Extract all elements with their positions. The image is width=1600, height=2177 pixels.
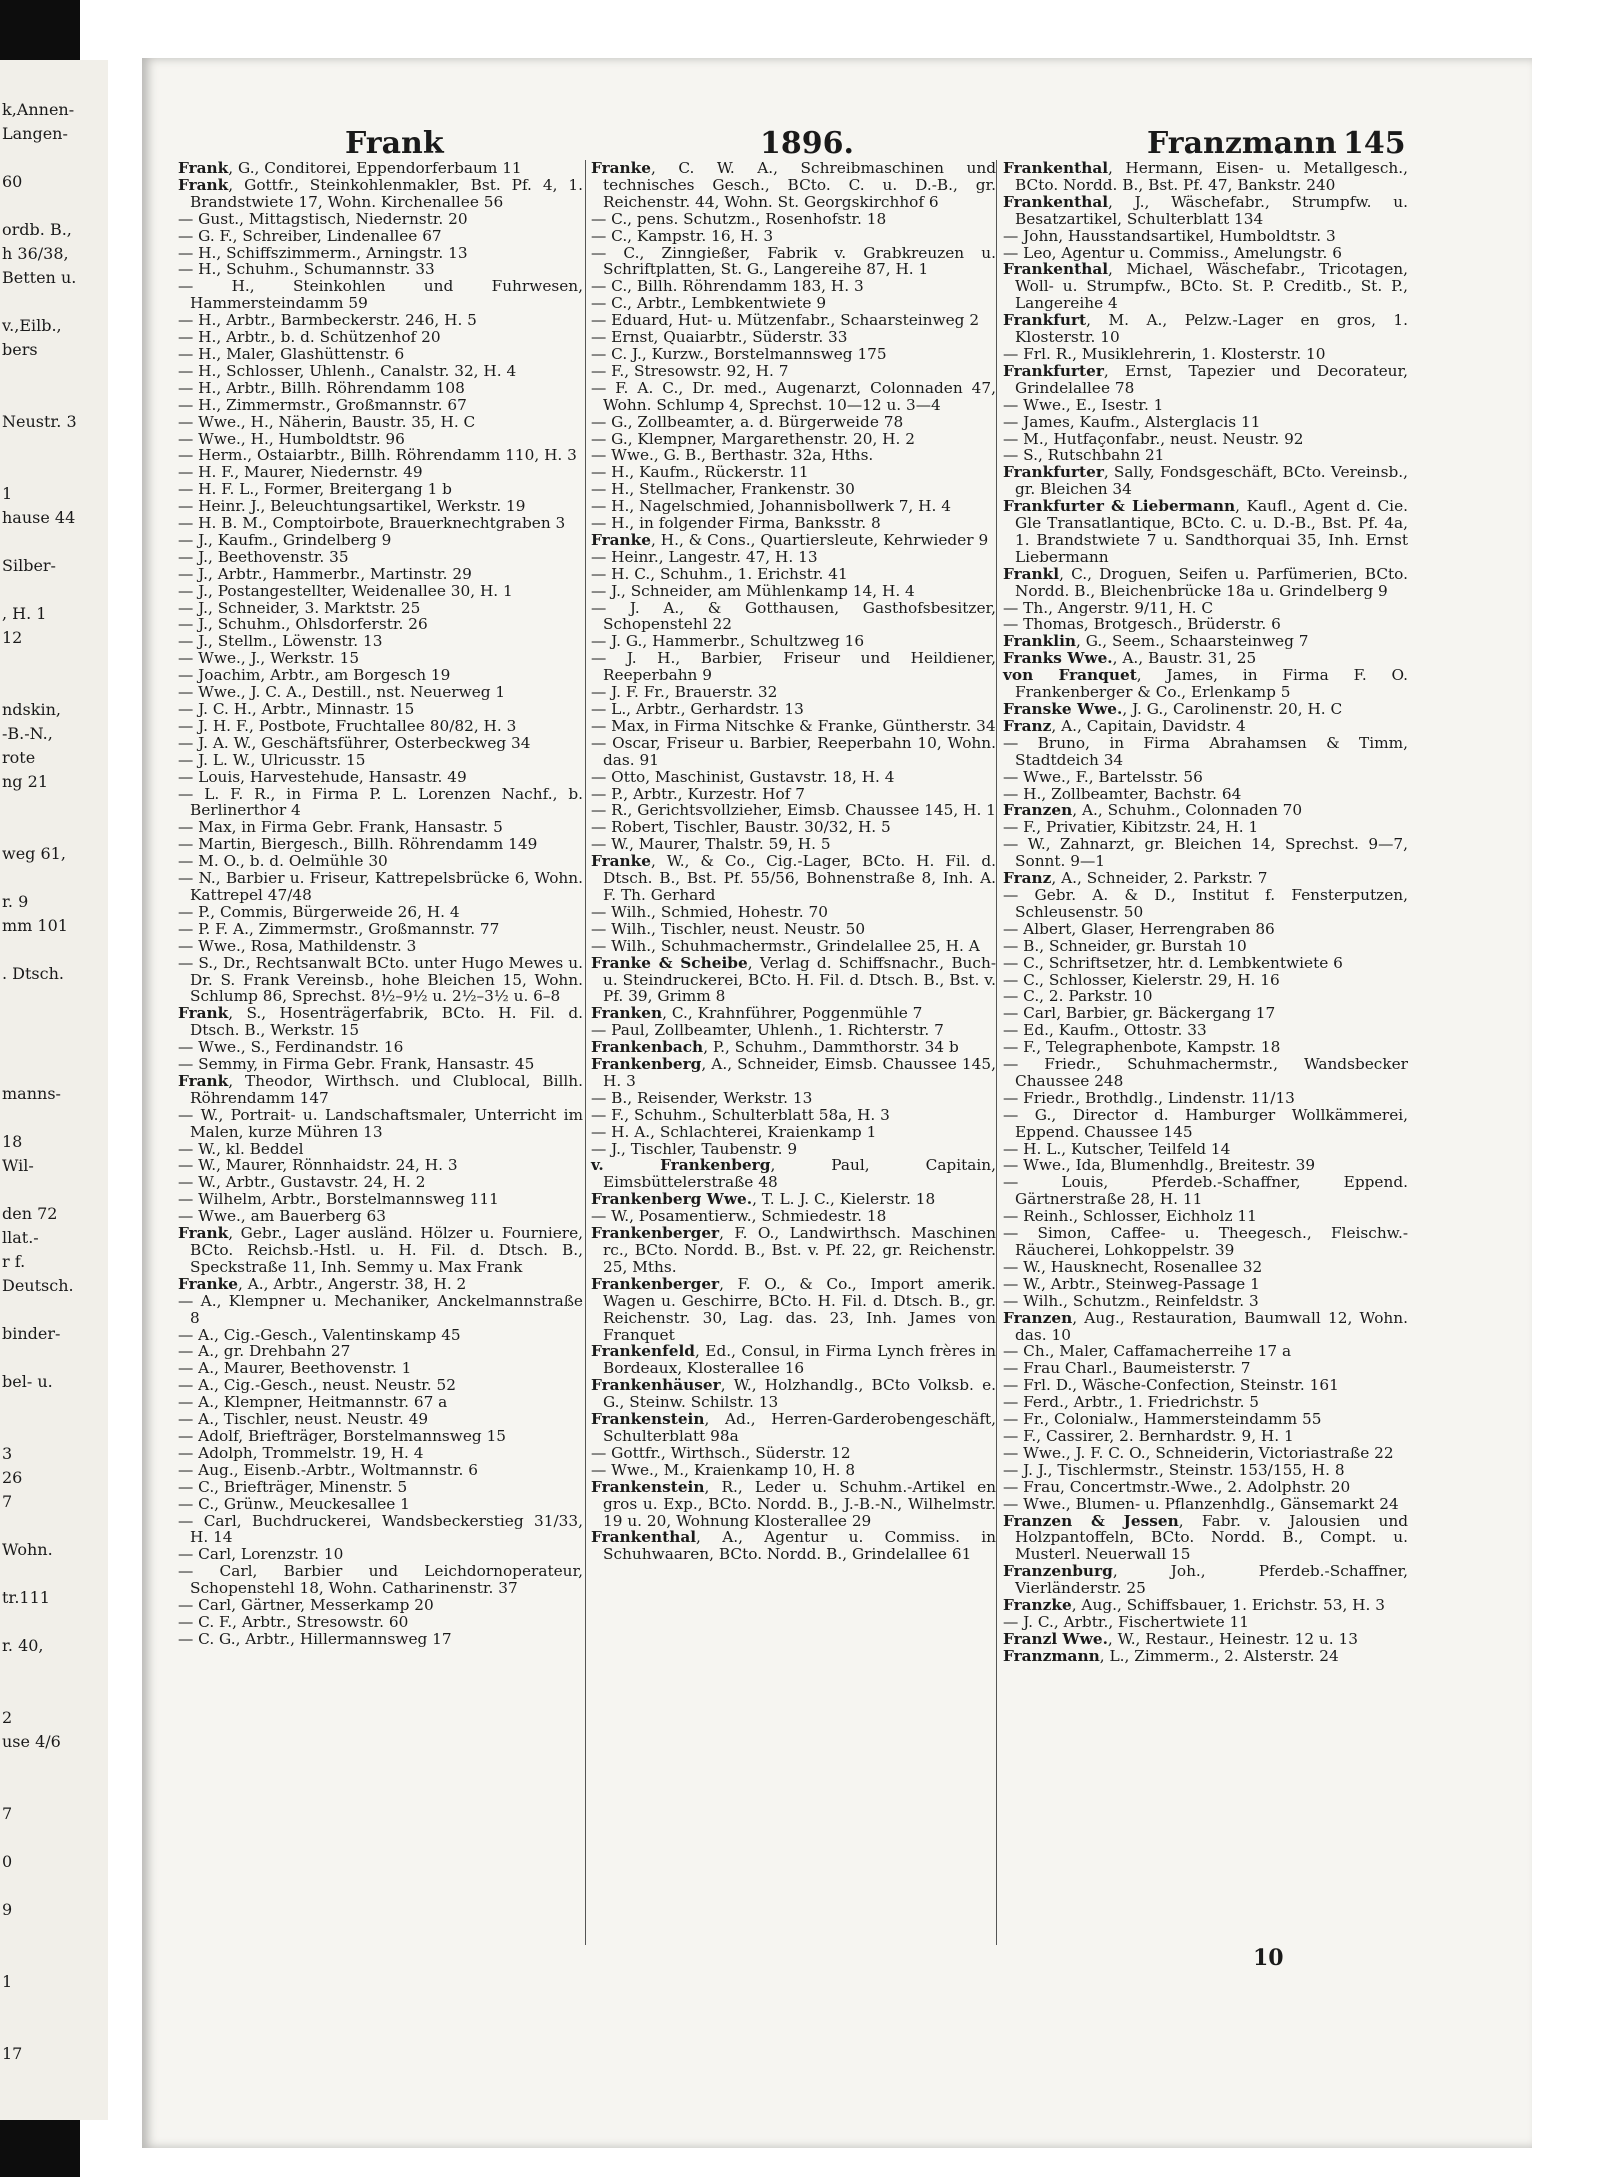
directory-entry: Franzenburg, Joh., Pferdeb.-Schaffner, Vierländerstr. 25 [1003, 1562, 1408, 1598]
directory-entry: — Leo, Agentur u. Commiss., Amelungstr. 6 [1003, 243, 1342, 262]
directory-entry: — John, Hausstandsartikel, Humboldtstr. 3 [1003, 226, 1336, 245]
directory-entry: — Wilhelm, Arbtr., Borstelmannsweg 111 [178, 1190, 499, 1209]
directory-entry: Frankfurt, M. A., Pelzw.-Lager en gros, 1. Klosterstr. 10 [1003, 311, 1408, 347]
directory-entry: — Semmy, in Firma Gebr. Frank, Hansastr. 45 [178, 1055, 535, 1074]
directory-entry: Frankenthal, Michael, Wäschefabr., Tricotagen, Woll- u. Strumpfw., BCto. St. P. Creditb., St. P., Langereihe 4 [1003, 260, 1408, 313]
directory-entry: — Carl, Barbier und Leichdornoperateur, Schopenstehl 18, Wohn. Catharinenstr. 37 [178, 1562, 583, 1598]
directory-entry: — Louis, Harvestehude, Hansastr. 49 [178, 767, 467, 786]
fragment-line: v.,Eilb., [2, 316, 62, 335]
directory-entry: — Albert, Glaser, Herrengraben 86 [1003, 919, 1275, 938]
fragment-line: bers [2, 340, 38, 359]
fragment-line: 7 [2, 1492, 13, 1511]
directory-entry: — N., Barbier u. Friseur, Kattrepelsbrücke 6, Wohn. Kattrepel 47/48 [178, 869, 583, 904]
directory-entry: — S., Rutschbahn 21 [1003, 446, 1165, 465]
directory-entry: — Carl, Barbier, gr. Bäckergang 17 [1003, 1004, 1276, 1023]
directory-entry: — Herm., Ostaiarbtr., Billh. Röhrendamm 110, H. 3 [178, 446, 577, 465]
directory-entry: — Wilh., Tischler, neust. Neustr. 50 [591, 919, 866, 938]
directory-entry: — Wilh., Schmied, Hohestr. 70 [591, 902, 828, 921]
directory-entry: — H., Arbtr., Billh. Röhrendamm 108 [178, 378, 465, 397]
directory-entry: Frankenbach, P., Schuhm., Dammthorstr. 34 b [591, 1038, 959, 1057]
directory-entry: — Paul, Zollbeamter, Uhlenh., 1. Richterstr. 7 [591, 1021, 944, 1040]
directory-entry: — Friedr., Brothdlg., Lindenstr. 11/13 [1003, 1088, 1295, 1107]
directory-entry: von Franquet, James, in Firma F. O. Frankenberger & Co., Erlenkamp 5 [1003, 666, 1409, 702]
header-right-keyword: Franzmann [1147, 126, 1337, 161]
directory-entry: — G., Director d. Hamburger Wollkämmerei, Eppend. Chaussee 145 [1003, 1105, 1408, 1141]
directory-entry: Franke, C. W. A., Schreibmaschinen und technisches Gesch., BCto. C. u. D.-B., gr. Reichenstr. 44, Wohn. St. Georgskirchhof 6 [591, 159, 996, 211]
directory-entry: — G., Zollbeamter, a. d. Bürgerweide 78 [591, 412, 904, 431]
previous-page-fragment [0, 60, 108, 2120]
directory-entry: — J., Stellm., Löwenstr. 13 [178, 632, 383, 651]
directory-entry: — Martin, Biergesch., Billh. Röhrendamm 149 [178, 835, 538, 854]
directory-entry: Franzmann, L., Zimmerm., 2. Alsterstr. 24 [1003, 1646, 1339, 1665]
directory-entry: — C., Zinngießer, Fabrik v. Grabkreuzen u. Schriftplatten, St. G., Langereihe 87, H. 1 [591, 243, 996, 279]
directory-entry: — Wilh., Schutzm., Reinfeldstr. 3 [1003, 1291, 1259, 1310]
directory-entry: — Gottfr., Wirthsch., Süderstr. 12 [591, 1443, 851, 1462]
fragment-line: r f. [2, 1252, 26, 1271]
fragment-line: 18 [2, 1132, 23, 1151]
directory-entry: — W., Posamentierw., Schmiedestr. 18 [591, 1207, 887, 1226]
directory-entry: — Friedr., Schuhmachermstr., Wandsbecker Chaussee 248 [1003, 1055, 1408, 1090]
directory-entry: — H., Kaufm., Rückerstr. 11 [591, 463, 809, 482]
fragment-line: manns- [2, 1084, 61, 1103]
directory-entry: — Reinh., Schlosser, Eichholz 11 [1003, 1207, 1257, 1226]
fragment-line: 3 [2, 1444, 13, 1463]
fragment-line: Silber- [2, 556, 56, 575]
directory-entry: Franken, C., Krahnführer, Poggenmühle 7 [591, 1004, 923, 1023]
directory-entry: — Ed., Kaufm., Ottostr. 33 [1003, 1021, 1207, 1040]
column-divider [585, 160, 586, 1945]
directory-entry: Franzke, Aug., Schiffsbauer, 1. Erichstr. 53, H. 3 [1003, 1596, 1385, 1615]
fragment-line: Wohn. [2, 1540, 53, 1559]
directory-entry: Frank, G., Conditorei, Eppendorferbaum 11 [178, 159, 522, 177]
directory-entry: — Louis, Pferdeb.-Schaffner, Eppend. Gärtnerstraße 28, H. 11 [1003, 1173, 1408, 1209]
directory-entry: — Wilh., Schuhmachermstr., Grindelallee 25, H. A [591, 936, 980, 955]
directory-entry: — L. F. R., in Firma P. L. Lorenzen Nachf., b. Berlinerthor 4 [178, 784, 583, 820]
directory-entry: Frankfurter & Liebermann, Kaufl., Agent d. Cie. Gle Transatlantique, BCto. C. u. D.-B., Bst. Pf. 4a, 1. Brandstwiete 7 u. Sandthorquai 35, Inh. Ernst Liebermann [1003, 497, 1408, 566]
directory-entry: Franke, A., Arbtr., Angerstr. 38, H. 2 [178, 1274, 467, 1293]
column-2 [591, 160, 996, 1563]
directory-entry: — Otto, Maschinist, Gustavstr. 18, H. 4 [591, 767, 895, 786]
directory-entry: — Frau Charl., Baumeisterstr. 7 [1003, 1359, 1251, 1378]
fragment-line: 12 [2, 628, 23, 647]
directory-entry: Franz, A., Schneider, 2. Parkstr. 7 [1003, 869, 1268, 888]
directory-entry: Frankfurter, Ernst, Tapezier und Decorateur, Grindelallee 78 [1003, 361, 1408, 397]
directory-entry: — Wwe., G. B., Berthastr. 32a, Hths. [591, 446, 874, 465]
fragment-line: r. 40, [2, 1636, 44, 1655]
directory-entry: — H., Stellmacher, Frankenstr. 30 [591, 480, 855, 499]
directory-entry: — H., Steinkohlen und Fuhrwesen, Hammersteindamm 59 [178, 277, 583, 313]
directory-entry: — H., Zimmermstr., Großmannstr. 67 [178, 395, 467, 414]
directory-entry: — Joachim, Arbtr., am Borgesch 19 [178, 666, 451, 685]
directory-entry: — C., Kampstr. 16, H. 3 [591, 226, 774, 245]
directory-entry: Franzen & Jessen, Fabr. v. Jalousien und Holzpantoffeln, BCto. Nordd. B., Compt. u. Musterl. Neuerwall 15 [1003, 1511, 1408, 1564]
directory-entry: — R., Gerichtsvollzieher, Eimsb. Chaussee 145, H. 1 [591, 801, 996, 820]
directory-entry: — P., Commis, Bürgerweide 26, H. 4 [178, 902, 460, 921]
directory-entry: — P., Arbtr., Kurzestr. Hof 7 [591, 784, 805, 803]
directory-entry: — H. F., Maurer, Niedernstr. 49 [178, 463, 423, 482]
directory-entry: Frankenberg, A., Schneider, Eimsb. Chaussee 145, H. 3 [591, 1055, 996, 1090]
directory-entry: — C., pens. Schutzm., Rosenhofstr. 18 [591, 209, 887, 228]
directory-entry: — J. H. F., Postbote, Fruchtallee 80/82, H. 3 [178, 716, 517, 735]
directory-entry: — C. G., Arbtr., Hillermannsweg 17 [178, 1629, 452, 1648]
fragment-line: Neustr. 3 [2, 412, 77, 431]
fragment-line: -B.-N., [2, 724, 53, 743]
fragment-line: binder- [2, 1324, 61, 1343]
directory-entry: — C. F., Arbtr., Stresowstr. 60 [178, 1612, 409, 1631]
directory-entry: — H. L., Kutscher, Teilfeld 14 [1003, 1139, 1231, 1158]
directory-entry: — H. A., Schlachterei, Kraienkamp 1 [591, 1122, 877, 1141]
directory-entry: — W., kl. Beddel [178, 1139, 304, 1158]
directory-entry: — Frau, Concertmstr.-Wwe., 2. Adolphstr. 20 [1003, 1477, 1351, 1496]
fragment-line: 2 [2, 1708, 13, 1727]
directory-entry: — J. C., Arbtr., Fischertwiete 11 [1003, 1612, 1249, 1631]
directory-entry: — M. O., b. d. Oelmühle 30 [178, 852, 388, 871]
directory-entry: Frankenberger, F. O., Landwirthsch. Maschinen rc., BCto. Nordd. B., Bst. v. Pf. 22, gr. Reichenstr. 25, Mths. [591, 1224, 996, 1276]
fragment-line: Langen- [2, 124, 68, 143]
column-1 [178, 160, 583, 1648]
directory-entry: Franke, W., & Co., Cig.-Lager, BCto. H. Fil. d. Dtsch. B., Bst. Pf. 55/56, Bohnenstraße 8, Inh. A. F. Th. Gerhard [591, 852, 996, 904]
fragment-line: 26 [2, 1468, 23, 1487]
directory-entry: — H., Arbtr., Barmbeckerstr. 246, H. 5 [178, 311, 477, 330]
fragment-line: h 36/38, [2, 244, 69, 263]
directory-entry: — H., in folgender Firma, Banksstr. 8 [591, 514, 881, 533]
directory-entry: Franzen, Aug., Restauration, Baumwall 12, Wohn. das. 10 [1003, 1308, 1408, 1344]
fragment-line: ordb. B., [2, 220, 72, 239]
directory-entry: — J., Schneider, 3. Marktstr. 25 [178, 598, 421, 617]
column-divider [996, 160, 997, 1945]
directory-entry: — Gebr. A. & D., Institut f. Fensterputzen, Schleusenstr. 50 [1003, 885, 1408, 921]
directory-entry: — Gust., Mittagstisch, Niedernstr. 20 [178, 209, 468, 228]
directory-entry: Frankenstein, Ad., Herren-Garderobengeschäft, Schulterblatt 98a [591, 1410, 996, 1445]
directory-entry: — Oscar, Friseur u. Barbier, Reeperbahn 10, Wohn. das. 91 [591, 733, 996, 769]
directory-entry: — Wwe., Rosa, Mathildenstr. 3 [178, 936, 417, 955]
fragment-line: 7 [2, 1804, 13, 1823]
directory-entry: — Wwe., am Bauerberg 63 [178, 1207, 386, 1226]
header-year: 1896. [760, 126, 854, 161]
directory-entry: — G., Klempner, Margarethenstr. 20, H. 2 [591, 429, 915, 448]
fragment-line: 9 [2, 1900, 13, 1919]
directory-entry: Frankenthal, J., Wäschefabr., Strumpfw. u. Besatzartikel, Schulterblatt 134 [1003, 192, 1408, 228]
fragment-line: Betten u. [2, 268, 77, 287]
fragment-line: mm 101 [2, 916, 68, 935]
directory-entry: — S., Dr., Rechtsanwalt BCto. unter Hugo Mewes u. Dr. S. Frank Vereinsb., hohe Bleichen 15, Wohn. Schlump 86, Sprechst. 8½–9½ u. 2½–3½ u. 6–8 [178, 953, 583, 1006]
directory-entry: — Wwe., J., Werkstr. 15 [178, 649, 360, 668]
directory-entry: Franks Wwe., A., Baustr. 31, 25 [1003, 649, 1257, 668]
directory-entry: — H. B. M., Comptoirbote, Brauerknechtgraben 3 [178, 514, 566, 533]
directory-entry: — A., Cig.-Gesch., Valentinskamp 45 [178, 1325, 461, 1344]
directory-entry: — Adolf, Briefträger, Borstelmannsweg 15 [178, 1426, 507, 1445]
directory-entry: — J., Beethovenstr. 35 [178, 547, 349, 566]
directory-entry: — Adolph, Trommelstr. 19, H. 4 [178, 1443, 424, 1462]
directory-entry: — J. J., Tischlermstr., Steinstr. 153/155, H. 8 [1003, 1460, 1345, 1479]
fragment-line: Deutsch. [2, 1276, 74, 1295]
fragment-line: Wil- [2, 1156, 34, 1175]
directory-entry: — H., Maler, Glashüttenstr. 6 [178, 344, 405, 363]
directory-entry: — W., Maurer, Rönnhaidstr. 24, H. 3 [178, 1156, 458, 1175]
directory-entry: — Eduard, Hut- u. Mützenfabr., Schaarsteinweg 2 [591, 311, 980, 330]
directory-entry: — W., Hausknecht, Rosenallee 32 [1003, 1257, 1263, 1276]
directory-entry: — Wwe., Blumen- u. Pflanzenhdlg., Gänsemarkt 24 [1003, 1494, 1399, 1513]
directory-entry: — P. F. A., Zimmermstr., Großmannstr. 77 [178, 919, 500, 938]
directory-entry: — Wwe., E., Isestr. 1 [1003, 395, 1164, 414]
directory-entry: — M., Hutfaçonfabr., neust. Neustr. 92 [1003, 429, 1304, 448]
directory-entry: — Ch., Maler, Caffamacherreihe 17 a [1003, 1342, 1292, 1361]
directory-entry: — H., Schlosser, Uhlenh., Canalstr. 32, H. 4 [178, 361, 517, 380]
directory-entry: — J., Postangestellter, Weidenallee 30, H. 1 [178, 581, 513, 600]
directory-entry: — Wwe., J. F. C. O., Schneiderin, Victoriastraße 22 [1003, 1443, 1394, 1462]
directory-entry: Frankenberger, F. O., & Co., Import amerik. Wagen u. Geschirre, BCto. H. Fil. d. Dtsch. B., gr. Reichenstr. 30, Lag. das. 23, Inh. James von Franquet [591, 1274, 996, 1344]
header-left-keyword: Frank [345, 126, 444, 161]
fragment-line: tr.111 [2, 1588, 50, 1607]
directory-entry: Frankenhäuser, W., Holzhandlg., BCto Volksb. e. G., Steinw. Schilstr. 13 [591, 1376, 996, 1412]
directory-entry: — Aug., Eisenb.-Arbtr., Woltmannstr. 6 [178, 1460, 478, 1479]
directory-entry: — James, Kaufm., Alsterglacis 11 [1003, 412, 1261, 431]
directory-entry: — B., Reisender, Werkstr. 13 [591, 1088, 813, 1107]
fragment-line: k,Annen- [2, 100, 75, 119]
directory-entry: — J., Schuhm., Ohlsdorferstr. 26 [178, 615, 428, 634]
directory-entry: — Thomas, Brotgesch., Brüderstr. 6 [1003, 615, 1281, 634]
directory-entry: — G. F., Schreiber, Lindenallee 67 [178, 226, 442, 245]
directory-entry: — J., Tischler, Taubenstr. 9 [591, 1139, 798, 1158]
directory-entry: — Wwe., M., Kraienkamp 10, H. 8 [591, 1460, 856, 1479]
directory-entry: — Bruno, in Firma Abrahamsen & Timm, Stadtdeich 34 [1003, 733, 1408, 769]
directory-entry: — B., Schneider, gr. Burstah 10 [1003, 936, 1247, 955]
page-number: 145 [1343, 126, 1406, 161]
fragment-line: den 72 [2, 1204, 58, 1223]
fragment-line: 17 [2, 2044, 23, 2063]
directory-entry: — C., Schlosser, Kielerstr. 29, H. 16 [1003, 970, 1280, 989]
directory-entry: — J., Schneider, am Mühlenkamp 14, H. 4 [591, 581, 915, 600]
directory-entry: — A., Klempner u. Mechaniker, Anckelmannstraße 8 [178, 1291, 583, 1327]
directory-entry: — A., Maurer, Beethovenstr. 1 [178, 1359, 412, 1378]
directory-entry: Frankenthal, Hermann, Eisen- u. Metallgesch., BCto. Nordd. B., Bst. Pf. 47, Bankstr. 240 [1003, 159, 1408, 194]
directory-entry: Frank, Theodor, Wirthsch. und Clublocal, Billh. Röhrendamm 147 [178, 1071, 583, 1107]
fragment-line: 1 [2, 1972, 13, 1991]
directory-entry: Frankenstein, R., Leder u. Schuhm.-Artikel en gros u. Exp., BCto. Nordd. B., J.-B.-N., Wilhelmstr. 19 u. 20, Wohnung Klosterallee 29 [591, 1477, 996, 1530]
directory-entry: — H., Zollbeamter, Bachstr. 64 [1003, 784, 1242, 803]
directory-entry: — J. F. Fr., Brauerstr. 32 [591, 683, 778, 702]
directory-entry: — H., Nagelschmied, Johannisbollwerk 7, H. 4 [591, 497, 951, 516]
directory-entry: Frankfurter, Sally, Fondsgeschäft, BCto. Vereinsb., gr. Bleichen 34 [1003, 463, 1408, 499]
directory-entry: — J., Arbtr., Hammerbr., Martinstr. 29 [178, 564, 472, 583]
directory-entry: — Wwe., H., Humboldtstr. 96 [178, 429, 405, 448]
directory-entry: — Carl, Gärtner, Messerkamp 20 [178, 1596, 434, 1615]
directory-entry: — H., Schiffszimmerm., Arningstr. 13 [178, 243, 468, 262]
fragment-line: ng 21 [2, 772, 48, 791]
directory-entry: — Wwe., H., Näherin, Baustr. 35, H. C [178, 412, 476, 431]
directory-entry: Franske Wwe., J. G., Carolinenstr. 20, H. C [1003, 700, 1343, 718]
directory-entry: — J. H., Barbier, Friseur und Heildiener, Reeperbahn 9 [591, 649, 996, 685]
directory-entry: — Wwe., J. C. A., Destill., nst. Neuerweg 1 [178, 683, 506, 702]
fragment-line: llat.- [2, 1228, 39, 1247]
directory-entry: — Frl. R., Musiklehrerin, 1. Klosterstr. 10 [1003, 344, 1326, 363]
directory-entry: — Fr., Colonialw., Hammersteindamm 55 [1003, 1410, 1322, 1429]
directory-entry: — A., gr. Drehbahn 27 [178, 1342, 351, 1361]
directory-entry: — F., Cassirer, 2. Bernhardstr. 9, H. 1 [1003, 1426, 1294, 1445]
directory-entry: — Frl. D., Wäsche-Confection, Steinstr. 161 [1003, 1376, 1339, 1395]
directory-entry: — C., Briefträger, Minenstr. 5 [178, 1477, 408, 1496]
fragment-line: , H. 1 [2, 604, 47, 623]
directory-entry: — C., Billh. Röhrendamm 183, H. 3 [591, 277, 864, 296]
directory-entry: — H. F. L., Former, Breitergang 1 b [178, 480, 452, 499]
directory-entry: — J. L. W., Ulricusstr. 15 [178, 750, 366, 769]
fragment-line: weg 61, [2, 844, 66, 863]
directory-entry: — J., Kaufm., Grindelberg 9 [178, 530, 392, 549]
directory-entry: — C., Arbtr., Lembkentwiete 9 [591, 294, 827, 313]
directory-entry: — Wwe., Ida, Blumenhdlg., Breitestr. 39 [1003, 1156, 1316, 1175]
directory-entry: Franke, H., & Cons., Quartiersleute, Kehrwieder 9 [591, 530, 989, 549]
fragment-line: ndskin, [2, 700, 61, 719]
fragment-line: hause 44 [2, 508, 76, 527]
directory-entry: Frank, S., Hosenträgerfabrik, BCto. H. Fil. d. Dtsch. B., Werkstr. 15 [178, 1004, 583, 1040]
fragment-line: r. 9 [2, 892, 29, 911]
directory-entry: Franzen, A., Schuhm., Colonnaden 70 [1003, 801, 1303, 820]
directory-entry: — J. G., Hammerbr., Schultzweg 16 [591, 632, 865, 651]
column-3 [1003, 160, 1408, 1665]
directory-entry: — Wwe., S., Ferdinandstr. 16 [178, 1038, 404, 1057]
directory-entry: — W., Zahnarzt, gr. Bleichen 14, Sprechst. 9—7, Sonnt. 9—1 [1003, 835, 1408, 871]
directory-entry: — Ernst, Quaiarbtr., Süderstr. 33 [591, 328, 848, 347]
directory-entry: — F., Privatier, Kibitzstr. 24, H. 1 [1003, 818, 1259, 837]
directory-entry: — H., Schuhm., Schumannstr. 33 [178, 260, 435, 279]
directory-entry: — F., Stresowstr. 92, H. 7 [591, 361, 789, 380]
directory-entry: — C. J., Kurzw., Borstelmannsweg 175 [591, 344, 887, 363]
directory-entry: — Carl, Lorenzstr. 10 [178, 1545, 344, 1564]
directory-entry: — Th., Angerstr. 9/11, H. C [1003, 598, 1214, 617]
directory-entry: — Robert, Tischler, Baustr. 30/32, H. 5 [591, 818, 891, 837]
directory-entry: Franke & Scheibe, Verlag d. Schiffsnachr., Buch- u. Steindruckerei, BCto. H. Fil. d. Dtsch. B., Bst. v. Pf. 39, Grimm 8 [591, 953, 996, 1006]
directory-entry: — Max, in Firma Nitschke & Franke, Güntherstr. 34 [591, 716, 996, 735]
directory-entry: Franklin, G., Seem., Schaarsteinweg 7 [1003, 632, 1309, 651]
directory-entry: Frankenberg Wwe., T. L. J. C., Kielerstr. 18 [591, 1190, 936, 1209]
directory-entry: — Wwe., F., Bartelsstr. 56 [1003, 767, 1203, 786]
directory-entry: — C., Grünw., Meuckesallee 1 [178, 1494, 410, 1513]
fragment-line: . Dtsch. [2, 964, 64, 983]
directory-entry: Frankenfeld, Ed., Consul, in Firma Lynch frères in Bordeaux, Klosterallee 16 [591, 1342, 996, 1378]
directory-entry: Franzl Wwe., W., Restaur., Heinestr. 12 u. 13 [1003, 1629, 1358, 1648]
directory-entry: — Ferd., Arbtr., 1. Friedrichstr. 5 [1003, 1393, 1260, 1412]
fragment-line: 60 [2, 172, 23, 191]
directory-entry: Frank, Gebr., Lager ausländ. Hölzer u. Fourniere, BCto. Reichsb.-Hstl. u. H. Fil. d. Dtsch. B., Speckstraße 11, Inh. Semmy u. Max Frank [178, 1224, 583, 1276]
directory-entry: — Heinr. J., Beleuchtungsartikel, Werkstr. 19 [178, 497, 526, 516]
directory-entry: — W., Portrait- u. Landschaftsmaler, Unterricht im Malen, kurze Mühren 13 [178, 1105, 583, 1141]
directory-entry: Frankenthal, A., Agentur u. Commiss. in Schuhwaaren, BCto. Nordd. B., Grindelallee 61 [591, 1528, 996, 1564]
directory-entry: Franz, A., Capitain, Davidstr. 4 [1003, 716, 1246, 735]
directory-entry: — J. A. W., Geschäftsführer, Osterbeckweg 34 [178, 733, 531, 752]
directory-entry: — A., Tischler, neust. Neustr. 49 [178, 1410, 429, 1429]
directory-entry: v. Frankenberg, Paul, Capitain, Eimsbüttelerstraße 48 [591, 1156, 996, 1192]
fragment-line: bel- u. [2, 1372, 53, 1391]
directory-entry: — J. A., & Gotthausen, Gasthofsbesitzer, Schopenstehl 22 [591, 598, 996, 634]
directory-entry: — Simon, Caffee- u. Theegesch., Fleischw.-Räucherei, Lohkoppelstr. 39 [1003, 1224, 1408, 1259]
directory-entry: Frankl, C., Droguen, Seifen u. Parfümerien, BCto. Nordd. B., Bleichenbrücke 18a u. Grindelberg 9 [1003, 564, 1408, 600]
directory-entry: — L., Arbtr., Gerhardstr. 13 [591, 700, 804, 718]
directory-entry: — W., Maurer, Thalstr. 59, H. 5 [591, 835, 831, 854]
directory-entry: — W., Arbtr., Steinweg-Passage 1 [1003, 1274, 1260, 1293]
directory-entry: — F. A. C., Dr. med., Augenarzt, Colonnaden 47, Wohn. Schlump 4, Sprechst. 10—12 u. 3—4 [591, 378, 996, 414]
fragment-line: rote [2, 748, 36, 767]
directory-entry: Frank, Gottfr., Steinkohlenmakler, Bst. Pf. 4, 1. Brandstwiete 17, Wohn. Kirchenallee 56 [178, 175, 583, 211]
fragment-line: 0 [2, 1852, 13, 1871]
directory-entry: — F., Schuhm., Schulterblatt 58a, H. 3 [591, 1105, 890, 1124]
directory-entry: — H. C., Schuhm., 1. Erichstr. 41 [591, 564, 848, 583]
directory-entry: — W., Arbtr., Gustavstr. 24, H. 2 [178, 1173, 426, 1192]
fragment-line: use 4/6 [2, 1732, 61, 1751]
directory-entry: — F., Telegraphenbote, Kampstr. 18 [1003, 1038, 1281, 1057]
directory-entry: — Heinr., Langestr. 47, H. 13 [591, 547, 818, 566]
directory-entry: — C., Schriftsetzer, htr. d. Lembkentwiete 6 [1003, 953, 1343, 972]
directory-entry: — H., Arbtr., b. d. Schützenhof 20 [178, 328, 441, 347]
directory-entry: — J. C. H., Arbtr., Minnastr. 15 [178, 700, 415, 718]
signature-number: 10 [1253, 1945, 1284, 1971]
fragment-line: 1 [2, 484, 13, 503]
directory-entry: — C., 2. Parkstr. 10 [1003, 987, 1153, 1006]
directory-entry: — A., Klempner, Heitmannstr. 67 a [178, 1393, 448, 1412]
directory-entry: — A., Cig.-Gesch., neust. Neustr. 52 [178, 1376, 456, 1395]
directory-entry: — Max, in Firma Gebr. Frank, Hansastr. 5 [178, 818, 503, 837]
directory-entry: — Carl, Buchdruckerei, Wandsbeckerstieg 31/33, H. 14 [178, 1511, 583, 1547]
